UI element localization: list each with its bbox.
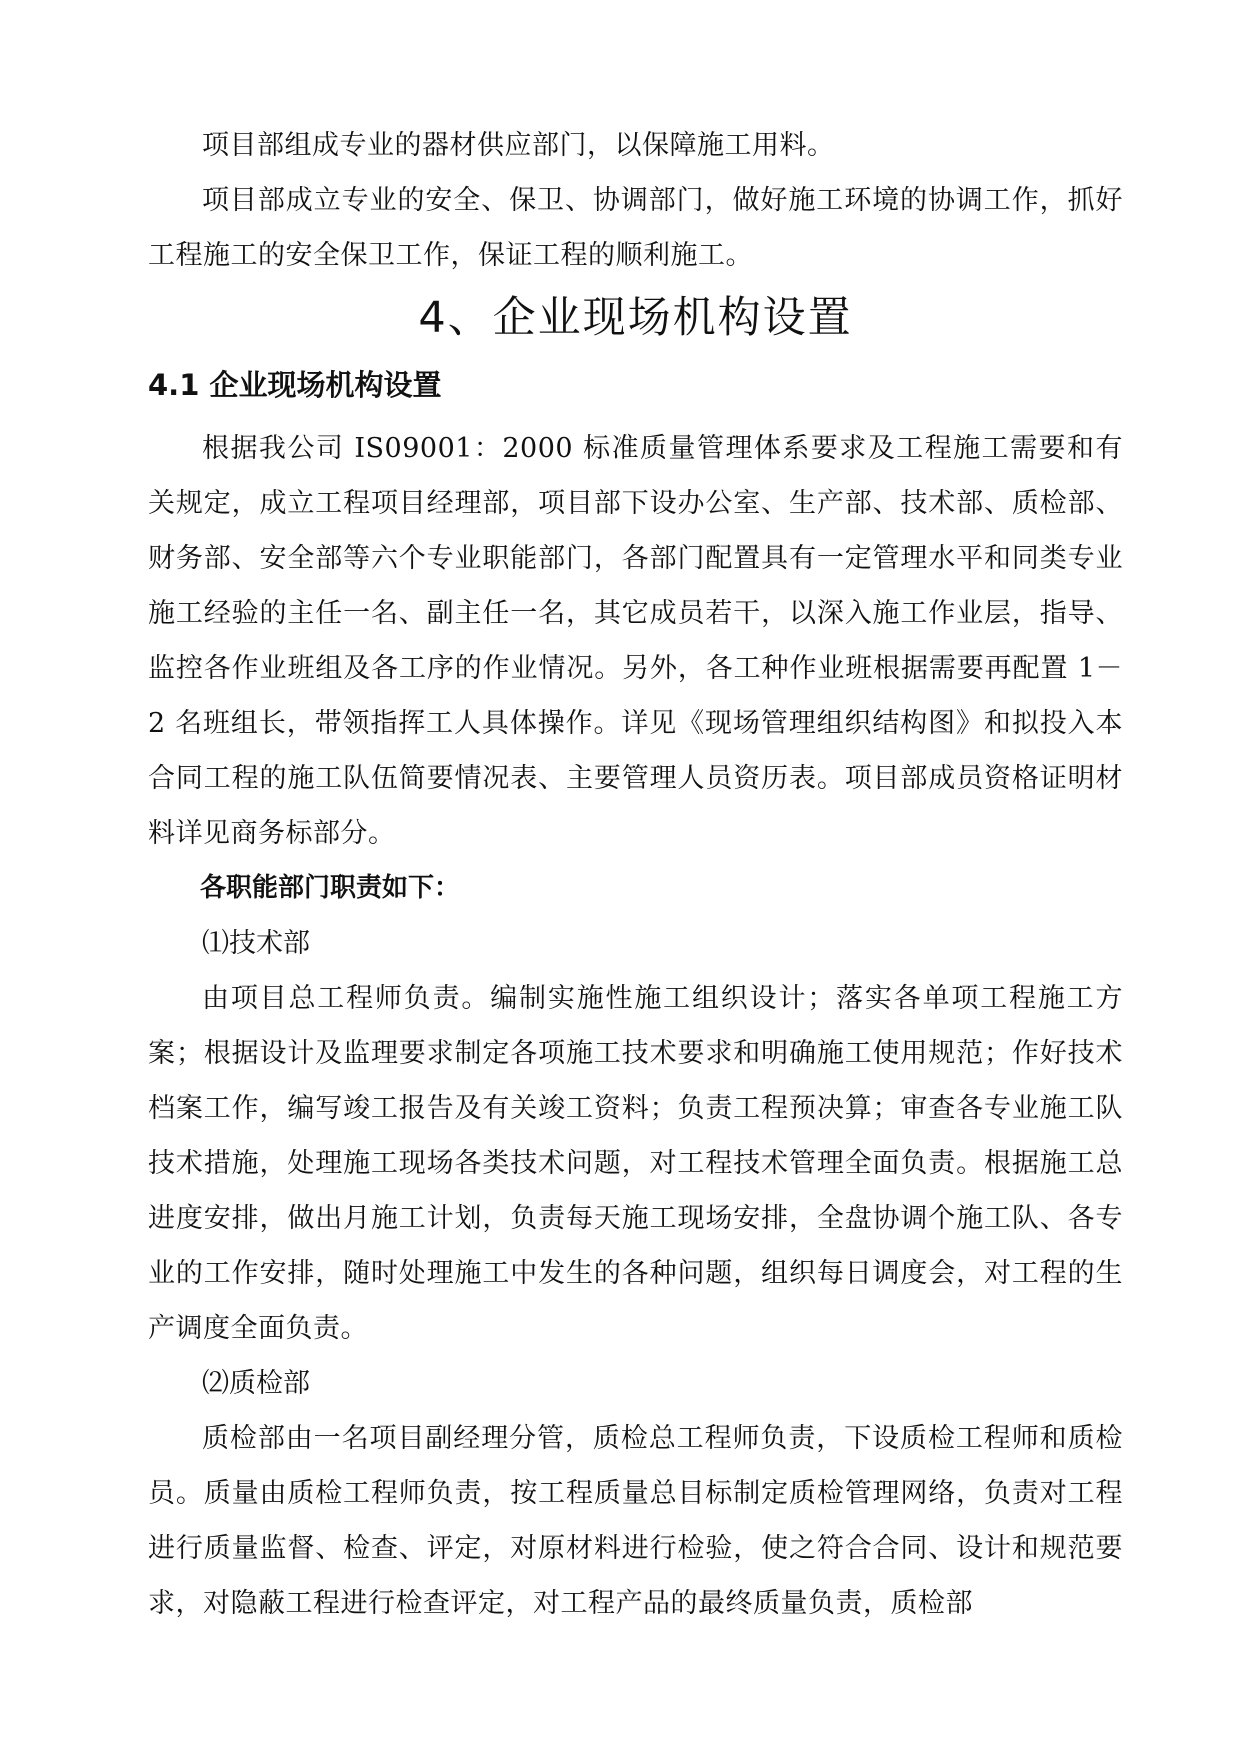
section-title: 4.1 企业现场机构设置 <box>148 368 442 402</box>
duties-lead: 各职能部门职责如下： <box>200 873 461 903</box>
document-page <box>148 118 1123 1631</box>
section-body-paragraph: 根据我公司 IS09001：2000 标准质量管理体系要求及工程施工需要和有关规定，成立工程项目经理部，项目部下设办公室、生产部、技术部、质检部、财务部、安全部等六个专业职能部门，各部门配置具有一定管理水平和同类专业施工经验的主任一名、副主任一名，其它成员若干，以深入施工作业层，指导、监控各作业班组及各工序的作业情况。另外，各工种作业班根据需要再配置 1－2 名班组长，带领指挥工人具体操作。详见《现场管理组织结构图》和拟投入本合同工程的施工队伍简要情况表、主要管理人员资历表。项目部成员资格证明材料详见商务标部分。 <box>148 433 1123 849</box>
department-body-technical: 由项目总工程师负责。编制实施性施工组织设计；落实各单项工程施工方案；根据设计及监理要求制定各项施工技术要求和明确施工使用规范；作好技术档案工作，编写竣工报告及有关竣工资料；负责工程预决算；审查各专业施工队技术措施，处理施工现场各类技术问题，对工程技术管理全面负责。根据施工总进度安排，做出月施工计划，负责每天施工现场安排，全盘协调个施工队、各专业的工作安排，随时处理施工中发生的各种问题，组织每日调度会，对工程的生产调度全面负责。 <box>148 983 1123 1344</box>
chapter-title: 4、企业现场机构设置 <box>418 293 853 343</box>
department-body-quality: 质检部由一名项目副经理分管，质检总工程师负责，下设质检工程师和质检员。质量由质检工程师负责，按工程质量总目标制定质检管理网络，负责对工程进行质量监督、检查、评定，对原材料进行检验，使之符合合同、设计和规范要求，对隐蔽工程进行检查评定，对工程产品的最终质量负责，质检部 <box>148 1423 1123 1619</box>
intro-paragraph-1: 项目部组成专业的器材供应部门，以保障施工用料。 <box>202 130 835 161</box>
department-heading-technical: ⑴技术部 <box>202 928 310 959</box>
department-heading-quality: ⑵质检部 <box>202 1368 310 1399</box>
intro-paragraph-2: 项目部成立专业的安全、保卫、协调部门，做好施工环境的协调工作，抓好工程施工的安全保卫工作，保证工程的顺利施工。 <box>148 185 1123 271</box>
